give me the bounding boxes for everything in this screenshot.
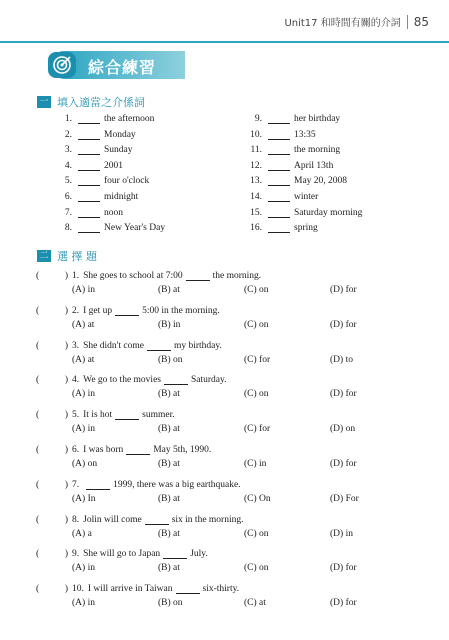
answer-option[interactable]: (D) For (330, 493, 359, 504)
answer-option[interactable]: (B) at (158, 424, 180, 435)
answer-option[interactable]: (C) On (244, 493, 271, 504)
question-text-post: the morning. (212, 271, 262, 281)
fill-in-item (58, 208, 123, 218)
answer-blank[interactable] (78, 176, 100, 186)
answer-blank[interactable] (78, 208, 100, 218)
question-text-pre: I will arrive in Taiwan (87, 584, 173, 595)
answer-option[interactable]: (C) on (244, 528, 269, 539)
page-header (284, 14, 429, 29)
item-text: Saturday morning (294, 207, 363, 218)
question-number: 5. (72, 410, 80, 421)
answer-option[interactable]: (C) for (244, 354, 271, 365)
answer-option[interactable]: (C) on (244, 285, 269, 295)
question-blank (147, 341, 171, 351)
item-text: noon (104, 207, 123, 218)
question (36, 549, 416, 573)
item-text: winter (294, 192, 319, 202)
answer-option[interactable]: (D) for (330, 319, 357, 330)
question-text-post: six-thirty. (202, 584, 240, 595)
fill-in-item (248, 145, 340, 155)
question-text-pre: She didn't come (83, 340, 144, 351)
question-text-post: 1999, there was a big earthquake. (113, 479, 241, 490)
question-number: 3. (72, 340, 80, 351)
answer-option[interactable]: (A) at (72, 354, 95, 365)
item-text: her birthday (294, 114, 341, 124)
question-text-post: May 5th, 1990. (153, 445, 212, 455)
answer-blank[interactable] (268, 130, 290, 140)
question-number: 7. (72, 479, 80, 490)
question-blank (115, 410, 139, 420)
item-number: 2. (64, 129, 72, 140)
question-blank (126, 445, 150, 455)
question (36, 375, 416, 399)
question-text-pre: She will go to Japan (83, 549, 161, 560)
question-text-pre: Jolin will come (83, 514, 142, 525)
answer-option[interactable]: (D) for (330, 563, 357, 574)
item-text: four o'clock (104, 176, 150, 187)
item-text: 2001 (104, 160, 123, 171)
answer-parens[interactable]: ( ) (36, 479, 68, 490)
question-number: 8. (72, 514, 80, 525)
answer-option[interactable]: (C) on (244, 563, 269, 574)
question (36, 410, 416, 434)
question (36, 306, 416, 330)
answer-parens[interactable]: ( ) (36, 271, 68, 281)
answer-option[interactable]: (B) on (158, 598, 183, 609)
answer-parens[interactable]: ( ) (36, 584, 68, 595)
item-text: New Year's Day (104, 223, 166, 234)
item-number: 13. (250, 176, 262, 187)
answer-option[interactable]: (C) on (244, 389, 269, 400)
target-icon (48, 52, 76, 78)
question-text-post: 5:00 in the morning. (142, 305, 220, 316)
answer-blank[interactable] (268, 223, 290, 233)
question (36, 480, 416, 504)
answer-parens[interactable]: ( ) (36, 305, 68, 316)
answer-option[interactable]: (D) for (330, 285, 357, 295)
item-number: 14. (250, 192, 262, 202)
header-divider (407, 15, 408, 29)
question-text-post: July. (190, 549, 208, 560)
answer-option[interactable]: (B) in (158, 319, 181, 330)
answer-parens[interactable]: ( ) (36, 514, 68, 525)
item-text: May 20, 2008 (294, 176, 348, 187)
answer-option[interactable]: (B) at (158, 285, 180, 295)
answer-option[interactable]: (A) in (72, 424, 95, 435)
question-blank (176, 584, 200, 594)
item-text: Monday (104, 129, 136, 140)
answer-blank[interactable] (268, 208, 290, 218)
answer-option[interactable]: (A) in (72, 285, 95, 295)
fill-in-item (58, 192, 138, 202)
answer-option[interactable]: (C) on (244, 319, 269, 330)
section2-title: 選 擇 題 (57, 250, 97, 263)
answer-blank[interactable] (268, 176, 290, 186)
question (36, 341, 416, 365)
answer-option[interactable]: (B) at (158, 459, 180, 469)
item-text: the morning (294, 145, 341, 156)
item-number: 4. (64, 160, 72, 171)
section1-heading (37, 94, 145, 110)
answer-blank[interactable] (78, 223, 100, 233)
item-number: 5. (64, 176, 72, 187)
section2-number: 二 (37, 250, 51, 262)
answer-option[interactable]: (C) in (244, 459, 267, 469)
question-number: 1. (72, 271, 80, 281)
question-blank (186, 271, 210, 281)
answer-blank[interactable] (268, 145, 290, 155)
answer-option[interactable]: (A) in (72, 598, 95, 609)
answer-option[interactable]: (A) a (72, 528, 92, 539)
item-text: the afternoon (104, 114, 155, 124)
question (36, 271, 416, 295)
item-number: 8. (64, 223, 72, 234)
answer-option[interactable]: (B) on (158, 354, 183, 365)
item-number: 1. (64, 114, 72, 124)
item-number: 15. (250, 207, 262, 218)
question-text-pre: I get up (83, 305, 113, 316)
item-number: 9. (254, 114, 262, 124)
answer-option[interactable]: (D) for (330, 389, 357, 400)
question (36, 584, 416, 608)
item-number: 11. (250, 145, 262, 156)
answer-option[interactable]: (B) at (158, 493, 180, 504)
header-rule (0, 41, 449, 43)
answer-option[interactable]: (B) at (158, 528, 180, 539)
answer-option[interactable]: (B) at (158, 389, 180, 400)
fill-in-item (248, 161, 333, 171)
fill-in-item (58, 145, 133, 155)
question-blank (163, 549, 187, 559)
answer-parens[interactable]: ( ) (36, 375, 68, 386)
question (36, 515, 416, 539)
question-text-post: my birthday. (173, 340, 222, 351)
answer-option[interactable]: (D) for (330, 459, 357, 469)
answer-parens[interactable]: ( ) (36, 549, 68, 560)
answer-option[interactable]: (D) to (330, 354, 353, 365)
answer-option[interactable]: (A) on (72, 459, 98, 469)
fill-in-item (248, 114, 340, 124)
item-text: 13:35 (294, 129, 316, 140)
question-text-pre: I was born (83, 445, 124, 455)
answer-option[interactable]: (A) in (72, 389, 95, 400)
fill-in-item (58, 161, 123, 171)
fill-in-item (248, 176, 347, 186)
question-text-pre: We go to the movies (83, 375, 161, 386)
answer-parens[interactable]: ( ) (36, 340, 68, 351)
fill-in-item (248, 223, 318, 233)
item-text: April 13th (294, 160, 334, 171)
unit-title: Unit17 和時間有關的介詞 (284, 18, 401, 29)
question-blank (86, 480, 110, 490)
fill-in-item (58, 176, 149, 186)
fill-in-item (248, 208, 362, 218)
answer-blank[interactable] (268, 192, 290, 202)
item-number: 3. (64, 145, 72, 156)
item-text: midnight (104, 192, 139, 202)
answer-parens[interactable]: ( ) (36, 445, 68, 455)
question-blank (115, 306, 139, 316)
question (36, 445, 416, 469)
answer-blank[interactable] (78, 130, 100, 140)
question-text-pre: She goes to school at 7:00 (83, 271, 183, 281)
question-number: 9. (72, 549, 80, 560)
question-text-post: six in the morning. (171, 514, 244, 525)
answer-option[interactable]: (C) for (244, 424, 271, 435)
answer-blank[interactable] (78, 161, 100, 171)
item-number: 16. (250, 223, 262, 234)
question-blank (145, 515, 169, 525)
question-number: 4. (72, 375, 80, 386)
answer-option[interactable]: (A) in (72, 563, 95, 574)
fill-in-item (58, 223, 165, 233)
answer-blank[interactable] (78, 192, 100, 202)
answer-option[interactable]: (D) for (330, 598, 357, 609)
section2-heading (37, 248, 97, 264)
answer-blank[interactable] (268, 114, 290, 124)
answer-blank[interactable] (78, 145, 100, 155)
question-text-post: summer. (142, 410, 175, 421)
item-number: 10. (250, 129, 262, 140)
item-number: 6. (64, 192, 72, 202)
question-text-pre: It is hot (83, 410, 113, 421)
answer-option[interactable]: (D) on (330, 424, 356, 435)
answer-option[interactable]: (A) at (72, 319, 95, 330)
item-number: 12. (250, 160, 262, 171)
answer-blank[interactable] (78, 114, 100, 124)
page-number: 85 (413, 14, 429, 29)
answer-parens[interactable]: ( ) (36, 410, 68, 421)
item-number: 7. (64, 207, 72, 218)
section1-number: 一 (37, 96, 51, 108)
item-text: spring (294, 223, 318, 234)
question-number: 6. (72, 445, 80, 455)
fill-in-item (58, 130, 136, 140)
fill-in-item (58, 114, 154, 124)
question-number: 2. (72, 305, 80, 316)
section1-title: 填入適當之介係詞 (57, 96, 145, 109)
question-text-post: Saturday. (191, 375, 227, 386)
question-number: 10. (72, 584, 84, 595)
answer-option[interactable]: (D) in (330, 528, 353, 539)
answer-option[interactable]: (B) at (158, 563, 180, 574)
question-blank (164, 375, 188, 385)
answer-option[interactable]: (C) at (244, 598, 266, 609)
item-text: Sunday (104, 145, 133, 156)
answer-option[interactable]: (A) In (72, 493, 96, 504)
answer-blank[interactable] (268, 161, 290, 171)
fill-in-item (248, 130, 316, 140)
fill-in-item (248, 192, 318, 202)
banner-title: 綜合練習 (88, 58, 157, 77)
